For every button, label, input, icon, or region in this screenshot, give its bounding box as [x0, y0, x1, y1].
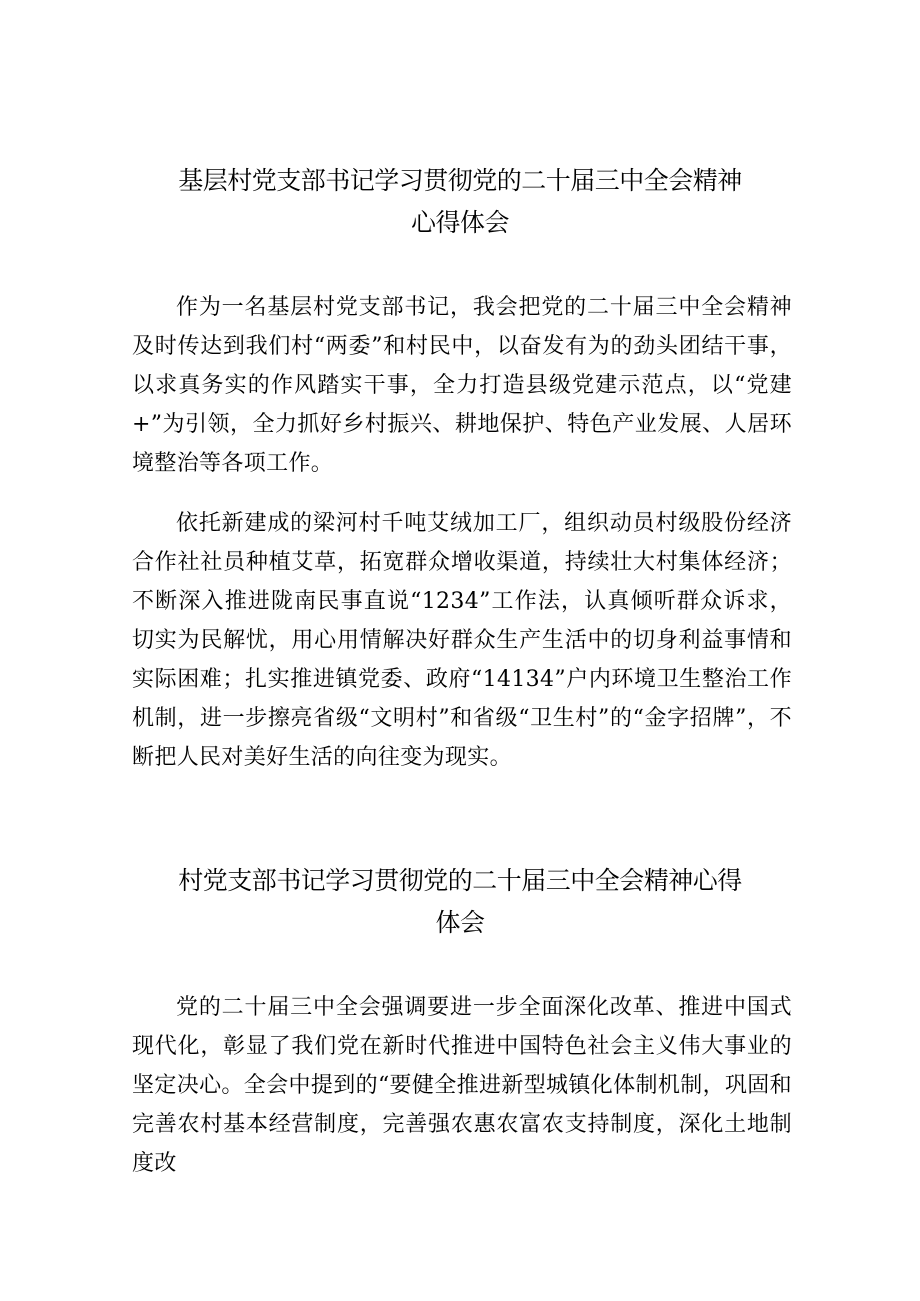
section-1-paragraph-2: 依托新建成的梁河村千吨艾绒加工厂，组织动员村级股份经济合作社社员种植艾草，拓宽群众增收渠道，持续壮大村集体经济；不断深入推进陇南民事直说“1234”工作法，认真倾听群众诉求，切实为民解忧，用心用情解决好群众生产生活中的切身利益事情和实际困难；扎实推进镇党委、政府“14134”户内环境卫生整治工作机制，进一步擦亮省级“文明村”和省级“卫生村”的“金字招牌”，不断把人民对美好生活的向往变为现实。: [132, 511, 792, 770]
section-2-title-line-1: 村党支部书记学习贯彻党的二十届三中全会精神心得: [178, 866, 742, 895]
section-1-paragraph-1: 作为一名基层村党支部书记，我会把党的二十届三中全会精神及时传达到我们村“两委”和村民中，以奋发有为的劲头团结干事，以求真务实的作风踏实干事，全力打造县级党建示范点，以“党建+”为引领，全力抓好乡村振兴、耕地保护、特色产业发展、人居环境整治等各项工作。: [132, 295, 792, 476]
section-2-paragraph-1: 党的二十届三中全会强调要进一步全面深化改革、推进中国式现代化，彰显了我们党在新时代推进中国特色社会主义伟大事业的坚定决心。全会中提到的“要健全推进新型城镇化体制机制，巩固和完善农村基本经营制度，完善强农惠农富农支持制度，深化土地制度改: [132, 995, 792, 1176]
section-2-title: [0, 860, 920, 944]
section-1-title-line-1: 基层村党支部书记学习贯彻党的二十届三中全会精神: [178, 166, 742, 195]
section-2-title-line-2: 体会: [435, 908, 485, 937]
section-1-title-line-2: 心得体会: [410, 208, 509, 237]
section-1-title: [0, 160, 920, 244]
